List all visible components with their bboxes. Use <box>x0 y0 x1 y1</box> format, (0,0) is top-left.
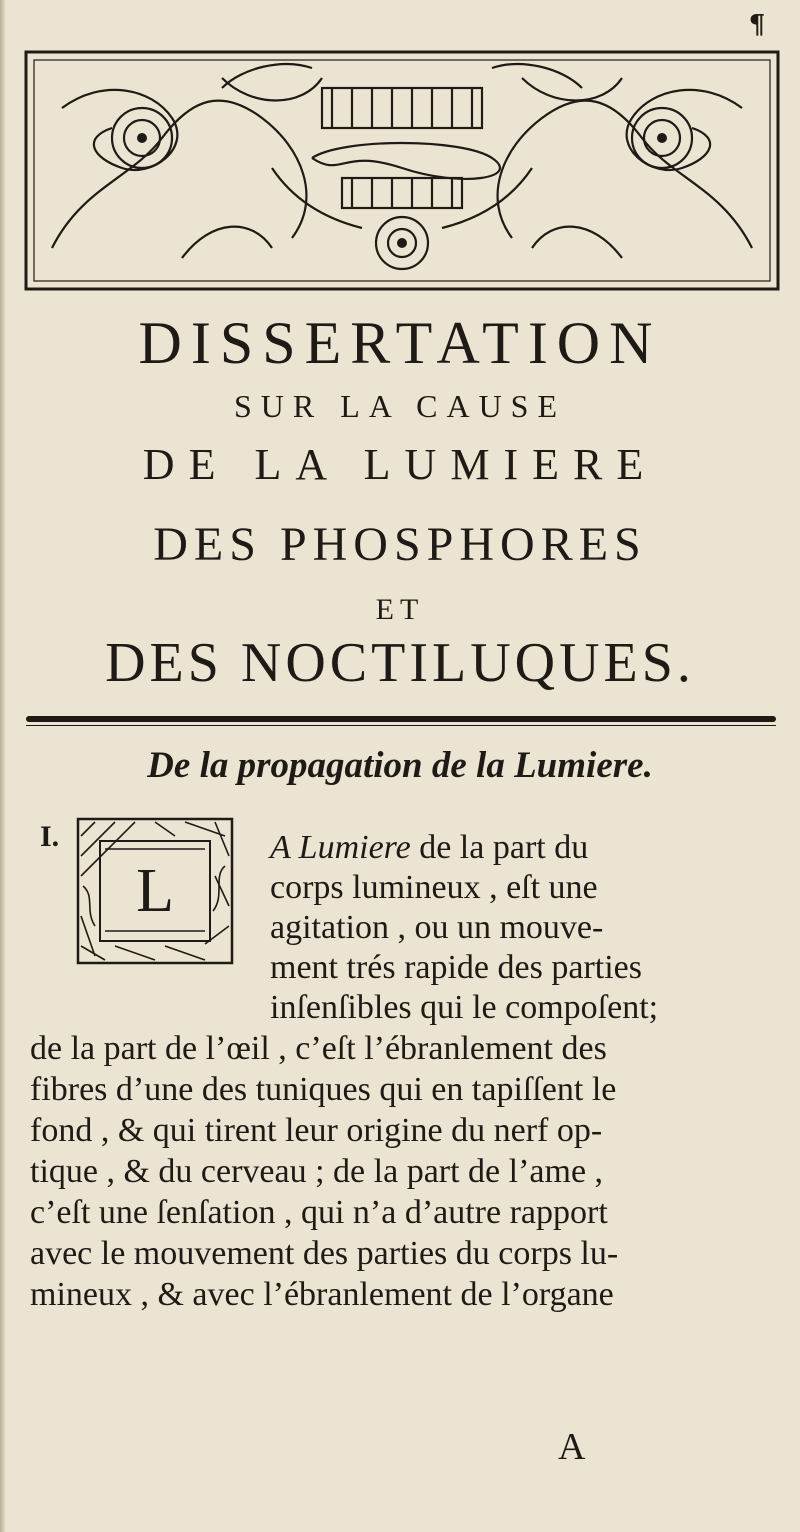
text-line-7: fibres d’une des tuniques qui en tapiſſent le <box>30 1071 617 1108</box>
headpiece-ornament-icon <box>22 48 782 293</box>
catchword: A <box>558 1426 586 1468</box>
text-line-11: avec le mouvement des parties du corps lu- <box>30 1235 619 1272</box>
text-line-12: mineux , & avec l’ébranlement de l’organe <box>30 1276 614 1313</box>
line-1-rest: de la part du <box>410 829 589 866</box>
text-line-6: de la part de l’œil , c’eſt l’ébranlement des <box>30 1030 607 1067</box>
signature-mark: ¶ <box>748 10 766 40</box>
opening-words: A Lumiere <box>270 829 411 866</box>
text-line-3: agitation , ou un mouve- <box>270 909 604 946</box>
title-line-5: ET <box>375 593 425 626</box>
text-line-5: inſenſibles qui le compoſent; <box>270 989 659 1026</box>
title-line-1: DISSERTATION <box>138 310 662 376</box>
drop-cap-ornament-icon <box>75 816 235 966</box>
drop-cap-letter: L <box>136 857 174 925</box>
thin-rule-divider <box>26 725 776 726</box>
text-line-1 <box>270 828 770 868</box>
title-line-6: DES NOCTILUQUES. <box>105 632 695 694</box>
title-line-2: SUR LA CAUSE <box>233 388 567 424</box>
title-line-3: DE LA LUMIERE <box>142 440 658 489</box>
text-line-2: corps lumineux , eſt une <box>270 869 598 906</box>
text-line-8: fond , & qui tirent leur origine du nerf op- <box>30 1112 603 1149</box>
text-line-4: ment trés rapide des parties <box>270 949 642 986</box>
title-line-4: DES PHOSPHORES <box>153 518 647 571</box>
text-line-10: c’eſt une ſenſation , qui n’a d’autre rapport <box>30 1194 608 1231</box>
thick-rule-divider <box>26 716 776 722</box>
text-line-9: tique , & du cerveau ; de la part de l’ame , <box>30 1153 604 1190</box>
paragraph-number: I. <box>40 820 60 853</box>
section-heading: De la propagation de la Lumiere. <box>147 745 653 786</box>
